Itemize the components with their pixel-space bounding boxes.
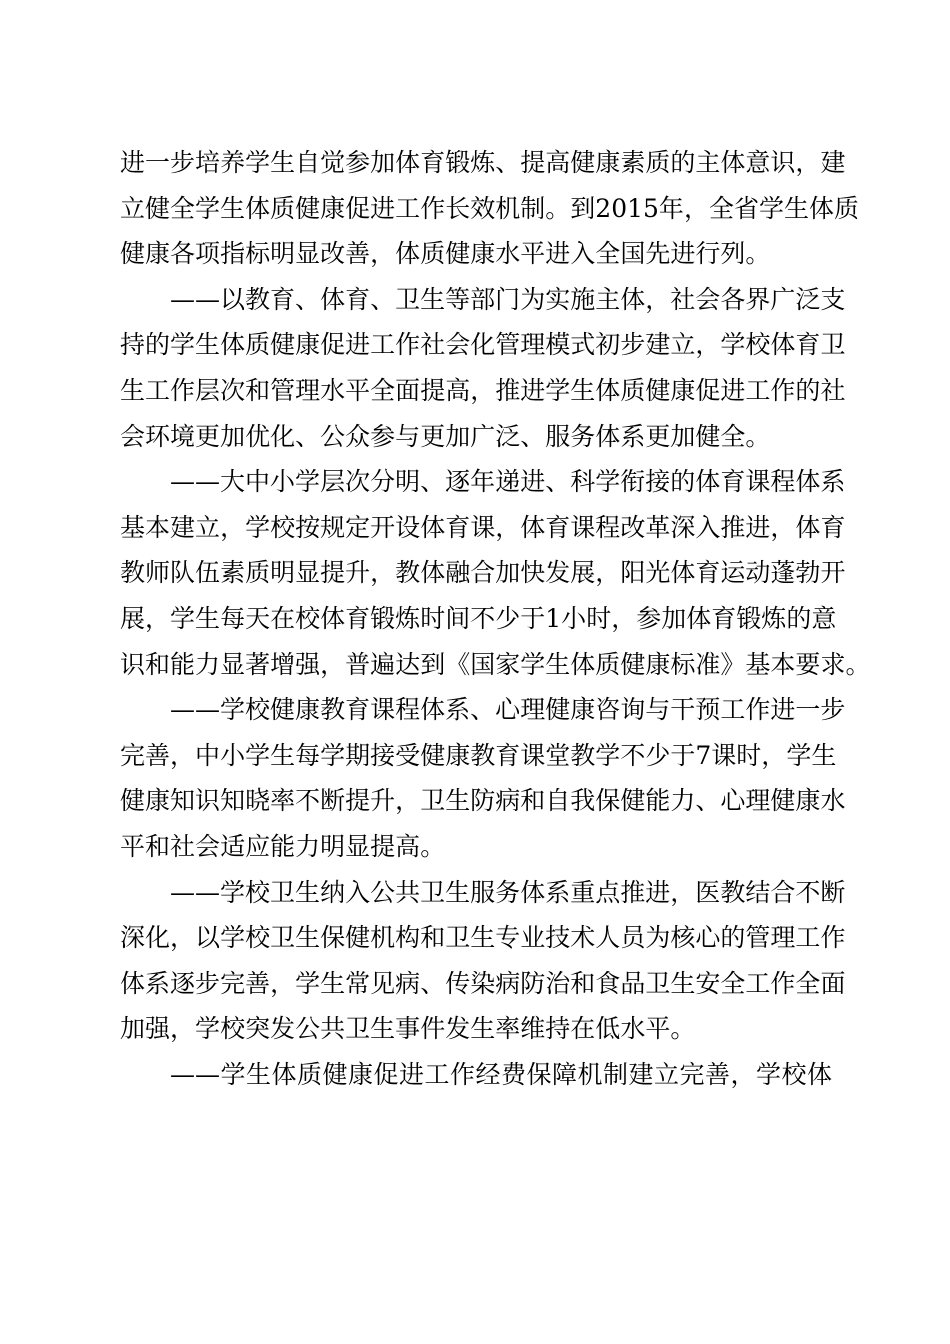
text-line: 健 康 知 识 知 晓 率 不 断 提 升 ， 卫 生 防 病 和 自 我 保 健 能 力 、 心 理 健 康 水 bbox=[120, 786, 846, 816]
text-line: 进 一 步 培 养 学 生 自 觉 参 加 体 育 锻 炼 、 提 高 健 康 素 质 的 主 体 意 识 ， 建 bbox=[120, 148, 846, 177]
text-line: 展 ， 学 生 每 天 在 校 体 育 锻 炼 时 间 不 少 于 1 小 时 ， 参 加 体 育 锻 炼 的 意 bbox=[120, 603, 837, 633]
text-line: 持 的 学 生 体 质 健 康 促 进 工 作 社 会 化 管 理 模 式 初 步 建 立 ， 学 校 体 育 卫 bbox=[120, 330, 846, 360]
text-line: —— 以 教 育 、 体 育 、 卫 生 等 部 门 为 实 施 主 体 ， 社 会 各 界 广 泛 支 bbox=[170, 284, 846, 314]
text-line: 平 和 社 会 适 应 能 力 明 显 提 高 。 bbox=[120, 831, 446, 861]
text-line: 加 强 ， 学 校 突 发 公 共 卫 生 事 件 发 生 率 维 持 在 低 水 平 。 bbox=[120, 1014, 696, 1044]
text-line: —— 学 生 体 质 健 康 促 进 工 作 经 费 保 障 机 制 建 立 完 善 ， 学 校 体 bbox=[170, 1059, 832, 1089]
text-line: 完 善 ， 中 小 学 生 每 学 期 接 受 健 康 教 育 课 堂 教 学 不 少 于 7 课 时 ， 学 生 bbox=[120, 740, 837, 770]
text-line: 生 工 作 层 次 和 管 理 水 平 全 面 提 高 ， 推 进 学 生 体 质 健 康 促 进 工 作 的 社 bbox=[120, 375, 846, 405]
text-line: 会 环 境 更 加 优 化 、 公 众 参 与 更 加 广 泛 、 服 务 体 系 更 加 健 全 。 bbox=[120, 421, 771, 451]
text-line: 体 系 逐 步 完 善 ， 学 生 常 见 病 、 传 染 病 防 治 和 食 品 卫 生 安 全 工 作 全 面 bbox=[120, 968, 846, 998]
text-line: —— 学 校 卫 生 纳 入 公 共 卫 生 服 务 体 系 重 点 推 进 ， 医 教 结 合 不 断 bbox=[170, 877, 846, 907]
text-line: 基 本 建 立 ， 学 校 按 规 定 开 设 体 育 课 ， 体 育 课 程 改 革 深 入 推 进 ， 体 育 bbox=[120, 512, 846, 542]
text-line: —— 大 中 小 学 层 次 分 明 、 逐 年 递 进 、 科 学 衔 接 的 体 育 课 程 体 系 bbox=[170, 467, 846, 497]
text-line: 深 化 ， 以 学 校 卫 生 保 健 机 构 和 卫 生 专 业 技 术 人 员 为 核 心 的 管 理 工 作 bbox=[120, 923, 846, 953]
text-line: —— 学 校 健 康 教 育 课 程 体 系 、 心 理 健 康 咨 询 与 干 预 工 作 进 一 步 bbox=[170, 695, 846, 725]
text-line: 教 师 队 伍 素 质 明 显 提 升 ， 教 体 融 合 加 快 发 展 ， 阳 光 体 育 运 动 蓬 勃 开 bbox=[120, 558, 846, 588]
text-line: 健 康 各 项 指 标 明 显 改 善 ， 体 质 健 康 水 平 进 入 全 国 先 进 行 列 。 bbox=[120, 239, 771, 269]
document-body bbox=[120, 140, 871, 1097]
text-line: 立 健 全 学 生 体 质 健 康 促 进 工 作 长 效 机 制 。 到 2015 年 ， 全 省 学 生 体 质 bbox=[120, 193, 860, 223]
text-line: 识 和 能 力 显 著 增 强 ， 普 遍 达 到 《 国 家 学 生 体 质 健 康 标 准 》 基 本 要 求 。 bbox=[120, 649, 871, 679]
